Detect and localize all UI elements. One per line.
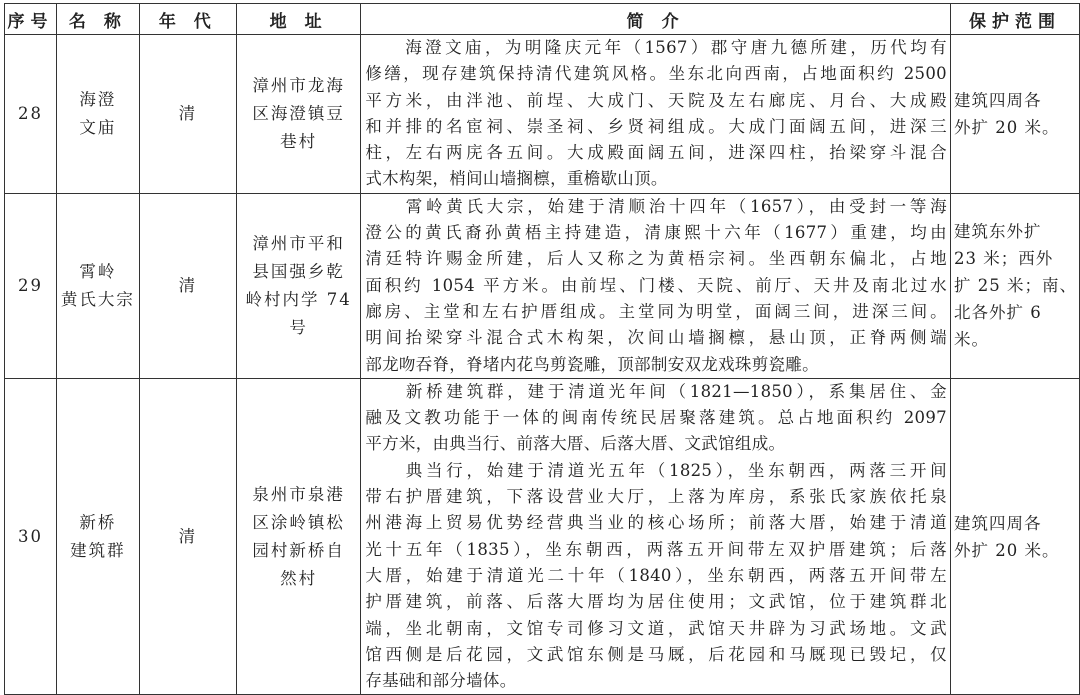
intro-line: 柱，左右两庑各五间。大成殿面阔五间，进深四柱，抬梁穿斗混合 — [365, 143, 947, 163]
scope-line: 米。 — [953, 330, 989, 350]
address-line: 岭村内学 74 — [245, 289, 352, 309]
address-line: 区海澄镇豆 — [252, 103, 345, 123]
address — [236, 35, 360, 194]
name-line: 海澄 — [79, 89, 117, 109]
intro-line: 部龙吻吞脊，脊堵内花鸟剪瓷雕，顶部制安双龙戏珠剪瓷雕。 — [365, 354, 819, 374]
intro-line: 平方米，由典当行、前落大厝、后落大厝、文武馆组成。 — [365, 434, 786, 454]
header-intro: 简 介 — [361, 4, 951, 35]
name-line: 霄岭 — [79, 261, 117, 281]
address-line: 泉州市泉港 — [252, 484, 345, 504]
address-line: 漳州市龙海 — [252, 75, 345, 95]
header-address: 地 址 — [236, 4, 360, 35]
header-row — [5, 4, 1080, 35]
scope-line: 扩 25 米；南、 — [953, 276, 1077, 296]
name-line: 文庙 — [79, 117, 117, 137]
intro-line: 清廷特许赐金所建，后人又称之为黄梧宗祠。坐西朝东偏北，占地 — [365, 249, 947, 269]
scope-line: 外扩 20 米。 — [953, 117, 1060, 137]
address-line: 县国强乡乾 — [252, 261, 345, 281]
row-number: 28 — [5, 35, 57, 194]
era: 清 — [139, 193, 236, 378]
address-line: 园村新桥自 — [252, 540, 345, 560]
intro-line: 州港海上贸易优势经营典当业的核心场所；前落大厝，始建于清道 — [365, 513, 947, 533]
scope-line: 北各外扩 6 — [953, 303, 1042, 323]
era: 清 — [139, 35, 236, 194]
introduction — [361, 35, 951, 194]
intro-line: 融及文教功能于一体的闽南传统民居聚落建筑。总占地面积约 2097 — [365, 408, 947, 428]
protection-scope — [950, 35, 1079, 194]
site-name — [57, 193, 140, 378]
table-row — [5, 193, 1080, 378]
intro-line: 馆西侧是后花园，文武馆东侧是马厩，后花园和马厩现已毁圮，仅 — [365, 644, 947, 664]
intro-line: 带右护厝建筑，下落设营业大厅，上落为库房，系张氏家族依托泉 — [365, 487, 947, 507]
intro-line: 大厝，始建于清道光二十年（1840），坐东朝西，两落五开间带左 — [365, 565, 947, 585]
intro-line: 平方米，由泮池、前埕、大成门、天院及左右廊庑、月台、大成殿 — [365, 90, 947, 110]
row-number: 29 — [5, 193, 57, 378]
era: 清 — [139, 378, 236, 695]
address-line: 巷村 — [280, 131, 318, 151]
scope-line: 建筑四周各 — [953, 90, 1042, 110]
site-name — [57, 35, 140, 194]
name-line: 建筑群 — [70, 540, 126, 560]
address-line: 号 — [289, 317, 308, 337]
address-line: 然村 — [280, 568, 318, 588]
intro-line: 光十五年（1835），坐东朝西，两落五开间带左双护厝建筑；后落 — [365, 539, 947, 559]
row-number: 30 — [5, 378, 57, 695]
scope-line: 建筑四周各 — [953, 513, 1042, 533]
table-row — [5, 378, 1080, 695]
intro-line: 廊房、主堂和左右护厝组成。主堂同为明堂，面阔三间，进深三间。 — [365, 301, 947, 321]
intro-line: 式木构架，梢间山墙搁檩，重檐歇山顶。 — [365, 169, 668, 189]
intro-line: 端，坐北朝南，文馆专司修习文道，武馆天井辟为习武场地。文武 — [365, 618, 947, 638]
site-name — [57, 378, 140, 695]
protection-scope — [950, 378, 1079, 695]
intro-line: 海澄文庙，为明隆庆元年（1567）郡守唐九德所建，历代均有 — [365, 38, 947, 57]
scope-line: 23 米；西外 — [953, 249, 1054, 269]
introduction — [361, 193, 951, 378]
header-era: 年 代 — [139, 4, 236, 35]
introduction — [361, 378, 951, 695]
scope-line: 建筑东外扩 — [953, 222, 1042, 242]
intro-line: 护厝建筑，前落、后落大厝均为居住使用；文武馆，位于建筑群北 — [365, 592, 947, 612]
intro-line: 存基础和部分墙体。 — [365, 671, 517, 691]
protection-scope — [950, 193, 1079, 378]
header-number: 序号 — [5, 4, 57, 35]
intro-line: 和并排的名宦祠、崇圣祠、乡贤祠组成。大成门面阔五间，进深三 — [365, 116, 947, 136]
intro-line: 霄岭黄氏大宗，始建于清顺治十四年（1657），由受封一等海 — [365, 196, 947, 216]
name-line: 黄氏大宗 — [60, 289, 135, 309]
address — [236, 193, 360, 378]
intro-line: 修缮，现存建筑保持清代建筑风格。坐东北向西南，占地面积约 2500 — [365, 64, 947, 84]
intro-line: 澄公的黄氏裔孙黄梧主持建造，清康熙十六年（1677）重建，均由 — [365, 223, 947, 243]
header-scope: 保护范围 — [950, 4, 1079, 35]
intro-line: 新桥建筑群，建于清道光年间（1821—1850），系集居住、金 — [365, 381, 947, 401]
table-row — [5, 35, 1080, 194]
address-line: 区涂岭镇松 — [252, 512, 345, 532]
scope-line: 外扩 20 米。 — [953, 540, 1060, 560]
heritage-table — [4, 3, 1080, 695]
address — [236, 378, 360, 695]
header-name: 名 称 — [57, 4, 140, 35]
intro-line: 面积约 1054 平方米。由前埕、门楼、天院、前厅、天井及南北过水 — [365, 275, 947, 295]
address-line: 漳州市平和 — [252, 233, 345, 253]
intro-line: 典当行，始建于清道光五年（1825），坐东朝西，两落三开间 — [365, 460, 947, 480]
intro-line: 明间抬梁穿斗混合式木构架，次间山墙搁檩，悬山顶，正脊两侧端 — [365, 328, 947, 348]
name-line: 新桥 — [79, 512, 117, 532]
